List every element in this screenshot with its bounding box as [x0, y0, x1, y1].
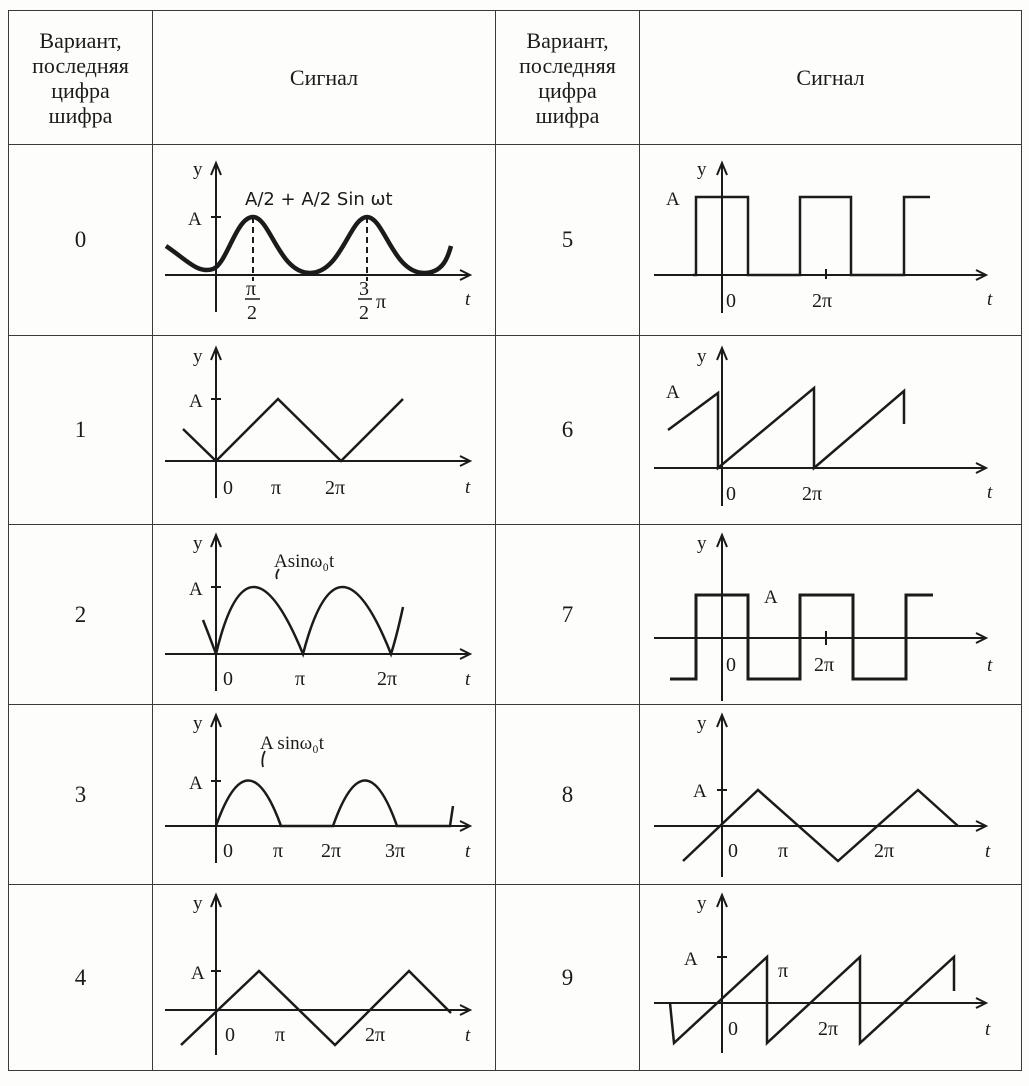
variant-number: 5	[496, 145, 640, 336]
signal-plot-cell	[153, 525, 496, 705]
tick-label: π	[778, 960, 789, 982]
signal-plot-cell	[153, 885, 496, 1071]
table-row	[9, 525, 1022, 705]
tick-label: π	[271, 477, 282, 499]
A-label: A	[189, 579, 203, 600]
formula-label: A sinω₀t	[260, 733, 325, 754]
signal-curve	[693, 197, 930, 275]
y-label: y	[193, 713, 203, 734]
signal-curve	[203, 587, 403, 654]
y-label: y	[193, 159, 203, 180]
t-label: t	[985, 1019, 991, 1040]
tick-label: 2π	[802, 483, 823, 505]
tick-label: 3π	[385, 840, 406, 862]
tick-label: 0	[728, 1018, 738, 1040]
t-label: t	[465, 669, 471, 690]
t-label: t	[465, 477, 471, 498]
signal-curve	[166, 217, 451, 273]
y-label: y	[193, 893, 203, 914]
variant-number: 7	[496, 525, 640, 705]
y-label: y	[697, 713, 707, 734]
signal-plot-cell	[640, 336, 1022, 525]
t-label: t	[987, 289, 993, 310]
tick-label: 2π	[874, 840, 895, 862]
header-variant-right: Вариант, последняя цифра шифра	[496, 11, 640, 145]
signal-plot-cell	[640, 145, 1022, 336]
variant-number: 8	[496, 705, 640, 885]
signal-plot-8	[640, 705, 1021, 883]
A-label: A	[666, 189, 680, 210]
table-row	[9, 336, 1022, 525]
tick-label: π	[275, 1024, 286, 1046]
tick-label: 2π	[321, 840, 342, 862]
signal-curve	[670, 957, 954, 1043]
tick-label: 0	[726, 290, 736, 312]
signal-plot-cell	[153, 336, 496, 525]
variant-number: 2	[9, 525, 153, 705]
tick-label: 2π	[325, 477, 346, 499]
tick-label: 0	[223, 477, 233, 499]
t-label: t	[985, 841, 991, 862]
variant-number: 1	[9, 336, 153, 525]
signal-plot-4	[153, 885, 495, 1069]
tick-label: 0	[728, 840, 738, 862]
tick-label: 0	[726, 483, 736, 505]
table-row	[9, 145, 1022, 336]
formula-label: Asinω₀t	[274, 551, 335, 572]
signal-plot-cell	[153, 145, 496, 336]
formula-label: A/2 + A/2 Sin ωt	[245, 189, 393, 210]
signal-plot-5	[640, 145, 1021, 334]
signal-curve	[216, 781, 453, 827]
t-label: t	[465, 1025, 471, 1046]
variant-number: 0	[9, 145, 153, 336]
tick-label: π	[295, 668, 306, 690]
variant-number: 4	[9, 885, 153, 1071]
tick-label: 2π	[365, 1024, 386, 1046]
signal-plot-cell	[153, 705, 496, 885]
signal-plot-6	[640, 336, 1021, 523]
signal-plot-3	[153, 705, 495, 883]
variant-number: 9	[496, 885, 640, 1071]
A-label: A	[684, 949, 698, 970]
tick-label: 0	[223, 840, 233, 862]
A-label: A	[191, 963, 205, 984]
tick-label: π	[246, 278, 257, 300]
A-label: A	[188, 209, 202, 230]
tick-label: π	[273, 840, 284, 862]
tick-label: 2π	[377, 668, 398, 690]
tick-label: π	[376, 291, 387, 313]
table-row	[9, 705, 1022, 885]
signal-plot-9	[640, 885, 1021, 1069]
header-signal-left: Сигнал	[153, 11, 496, 145]
signal-plot-0	[153, 145, 495, 334]
tick-label: 0	[225, 1024, 235, 1046]
y-label: y	[193, 346, 203, 367]
tick-label: 0	[223, 668, 233, 690]
A-label: A	[189, 773, 203, 794]
signal-plot-cell	[640, 705, 1022, 885]
tick-label: 2	[247, 302, 257, 324]
variants-table	[8, 10, 1022, 1071]
A-label: A	[666, 382, 680, 403]
tick-label: 0	[726, 654, 736, 676]
variant-number: 6	[496, 336, 640, 525]
t-label: t	[987, 655, 993, 676]
A-label: A	[189, 391, 203, 412]
y-label: y	[697, 893, 707, 914]
signal-plot-cell	[640, 885, 1022, 1071]
y-label: y	[697, 346, 707, 367]
header-row	[9, 11, 1022, 145]
t-label: t	[465, 841, 471, 862]
signal-plot-7	[640, 525, 1021, 703]
header-variant-left: Вариант, последняя цифра шифра	[9, 11, 153, 145]
tick-label: 2π	[812, 290, 833, 312]
tick-label: 3	[359, 278, 369, 300]
y-label: y	[697, 159, 707, 180]
tick-label: 2	[359, 302, 369, 324]
A-label: A	[764, 587, 778, 608]
signal-curve	[668, 388, 904, 468]
variant-number: 3	[9, 705, 153, 885]
header-signal-right: Сигнал	[640, 11, 1022, 145]
tick-label: 2π	[814, 654, 835, 676]
y-label: y	[697, 533, 707, 554]
t-label: t	[987, 482, 993, 503]
A-label: A	[693, 781, 707, 802]
signal-curve	[181, 971, 451, 1045]
signal-plot-cell	[640, 525, 1022, 705]
signal-plot-1	[153, 336, 495, 523]
tick-label: 2π	[818, 1018, 839, 1040]
table-row	[9, 885, 1022, 1071]
t-label: t	[465, 289, 471, 310]
tick-label: π	[778, 840, 789, 862]
y-label: y	[193, 533, 203, 554]
signal-plot-2	[153, 525, 495, 703]
